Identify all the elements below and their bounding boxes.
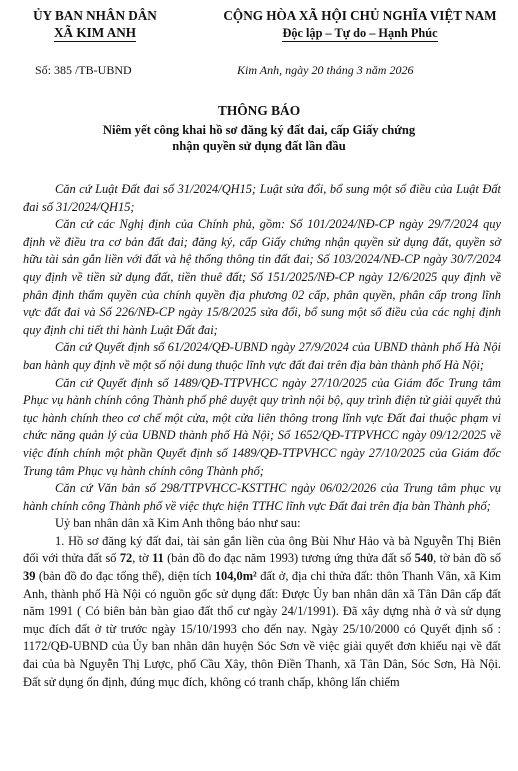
legal-basis-paragraph: Căn cứ Quyết định số 61/2024/QĐ-UBND ngày 27/9/2024 của UBND thành phố Hà Nội ban hành quy định về một số nội dung thuộc lĩnh vực đất đai trên địa bàn thành phố Hà Nội;	[23, 340, 501, 372]
item-text: , tờ	[132, 551, 153, 566]
place-and-date: Kim Anh, ngày 20 tháng 3 năm 2026	[237, 63, 414, 77]
document-subtitle: Niêm yết công khai hồ sơ đăng ký đất đai, cấp Giấy chứng nhận quyền sử dụng đất lần đầu	[102, 123, 416, 153]
item-1-paragraph	[23, 533, 501, 691]
legal-basis-paragraph: Căn cứ các Nghị định của Chính phủ, gồm: Số 101/2024/NĐ-CP ngày 29/7/2024 quy định về điều tra cơ bản đất đai; đăng ký, cấp Giấy chứng nhận quyền sử dụng đất, quyền sở hữu tài sản gắn liền với đất và hệ thống thông tin đất đai; Số 103/2024/NĐ-CP ngày 30/7/2024 quy định về tiền sử dụng đất, tiền thuê đất; Số 151/2025/NĐ-CP ngày 12/6/2025 quy định về phân định thẩm quyền của chính quyền địa phương 02 cấp, phân quyền, phân cấp trong lĩnh vực đất đai và Số 226/NĐ-CP ngày 15/8/2025 sửa đổi, bổ sung một số điều của các nghị định quy định chi tiết thi hành Luật Đất đai;	[23, 217, 501, 337]
item-text: (bản đồ đo đạc tổng thể), diện tích	[35, 569, 215, 584]
national-title: CỘNG HÒA XÃ HỘI CHỦ NGHĨA VIỆT NAM	[223, 8, 497, 23]
legal-basis-paragraph: Căn cứ Luật Đất đai số 31/2024/QH15; Luật sửa đổi, bổ sung một số điều của Luật Đất đai số 31/2024/QH15;	[23, 182, 501, 214]
new-parcel-number: 540	[414, 551, 434, 566]
item-text: 1. Hồ sơ đăng ký đất đai, tài sản gắn liền của ông Bùi Như Hảo và bà Nguyễn Thị Biên đối với thửa đất số	[23, 533, 501, 566]
issuer-commune: XÃ KIM ANH	[53, 25, 137, 40]
national-header	[210, 7, 510, 42]
map-sheet-number: 11	[152, 551, 164, 566]
item-text: đất ở, địa chỉ thửa đất: thôn Thanh Vân, xã Kim Anh, thành phố Hà Nội có nguồn gốc sử dụng đất: Được Ủy ban nhân dân xã Tân Dân cấp đất năm 1991 ( Có biên bản bàn giao đất thổ cư ngày 24/1/1991). Đã xây dựng nhà ở và sử dụng mục đích đất ở từ trước ngày 15/10/1993 cho đến nay. Ngày 25/10/2000 có Quyết định số : 1172/QĐ-UBND của Ủy ban nhân dân huyện Sóc Sơn về việc giải quyết đơn khiếu nại về đất đai của bà Nguyễn Thị Lược, phố Cầu Xây, thôn Điền Thanh, xã Tân Dân, Sóc Sơn, Hà Nội. Đất sử dụng ổn định, đúng mục đích, không có tranh chấp, không lấn chiếm	[23, 569, 501, 689]
item-text: (bản đồ đo đạc năm 1993) tương ứng thửa đất số	[163, 551, 415, 566]
issuer-block	[20, 7, 170, 42]
document-body	[23, 181, 501, 691]
parcel-number: 72	[119, 551, 133, 566]
issuer-name: ỦY BAN NHÂN DÂN	[33, 8, 157, 23]
document-number: Số: 385 /TB-UBND	[35, 63, 132, 77]
announcement-intro: Uỷ ban nhân dân xã Kim Anh thông báo như sau:	[55, 516, 301, 531]
legal-basis-paragraph: Căn cứ Quyết định số 1489/QĐ-TTPVHCC ngày 27/10/2025 của Giám đốc Trung tâm Phục vụ hành chính công Thành phố phê duyệt quy trình nội bộ, quy trình điện tử giải quyết thủ tục hành chính theo cơ chế một cửa, một cửa liên thông trong lĩnh vực Đất đai thuộc phạm vi chức năng quản lý của UBND thành phố Hà Nội; Số 1652/QĐ-TTPVHCC ngày 09/12/2025 về việc đính chính một phần Quyết định số 1489/QĐ-TTPVHCC ngày 27/10/2025 của Giám đốc Trung tâm Phục vụ hành chính công Thành phố;	[23, 375, 501, 478]
new-map-sheet-number: 39	[23, 569, 36, 584]
document-title: THÔNG BÁO	[217, 103, 301, 118]
land-area: 104,0m²	[214, 569, 257, 584]
national-motto: Độc lập – Tự do – Hạnh Phúc	[282, 26, 438, 40]
legal-basis-paragraph: Căn cứ Văn bản số 298/TTPVHCC-KSTTHC ngày 06/02/2026 của Trung tâm phục vụ hành chính công Thành phố về việc thực hiện TTHC lĩnh vực Đất đai trên địa bàn Thành phố;	[23, 481, 501, 513]
item-text: , tờ bản đồ số	[433, 551, 502, 566]
